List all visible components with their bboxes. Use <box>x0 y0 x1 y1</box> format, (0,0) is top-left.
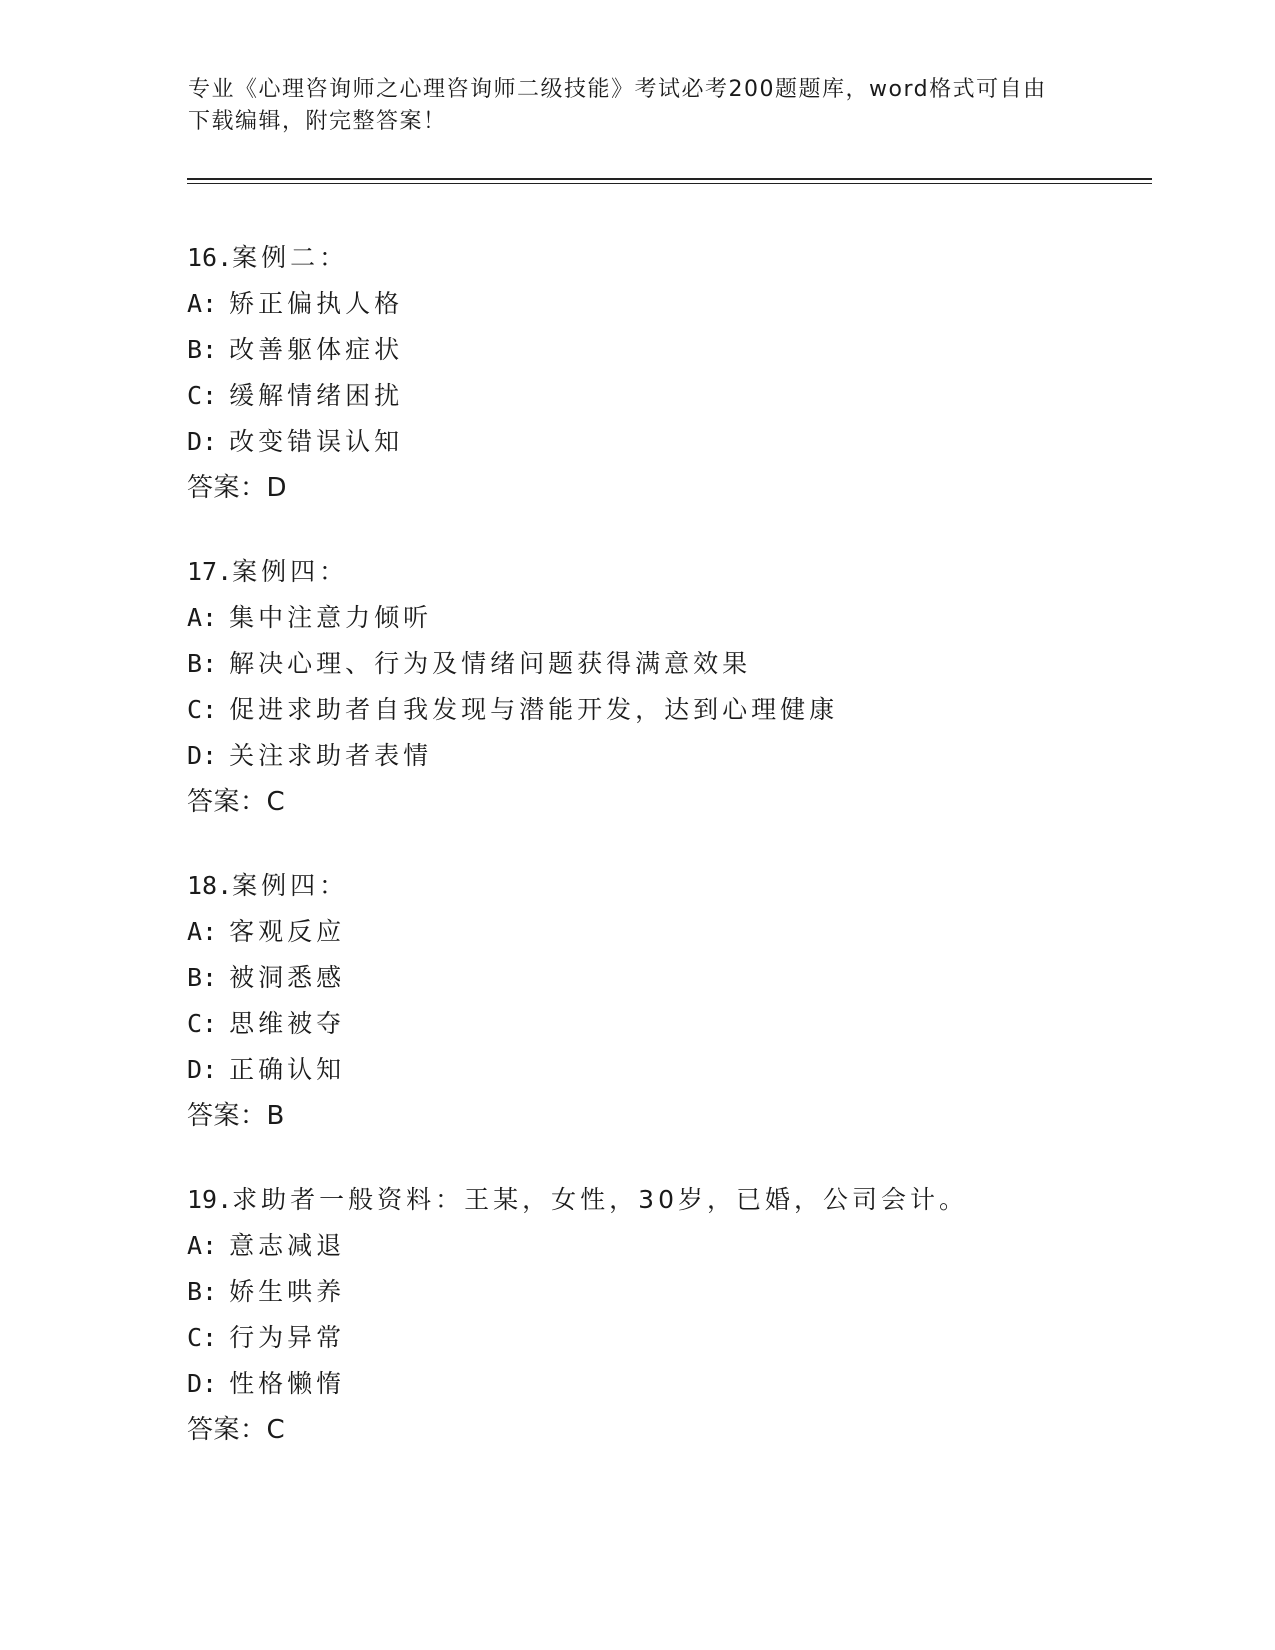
question-number: 17. <box>187 557 233 586</box>
option-text: 正确认知 <box>229 1055 346 1084</box>
option-letter: D: <box>187 1369 218 1398</box>
question-text: 案例二： <box>232 243 349 272</box>
option-b <box>187 1269 1147 1315</box>
option-text: 关注求助者表情 <box>229 741 433 770</box>
option-b <box>187 955 1147 1001</box>
question-text: 案例四： <box>232 557 349 586</box>
option-letter: D: <box>187 741 218 770</box>
option-c <box>187 1315 1147 1361</box>
option-text: 促进求助者自我发现与潜能开发，达到心理健康 <box>229 695 839 724</box>
answer-line <box>187 779 1147 825</box>
option-letter: B: <box>187 1277 218 1306</box>
option-a <box>187 1223 1147 1269</box>
option-letter: D: <box>187 1055 218 1084</box>
answer-label: 答案： <box>187 787 267 817</box>
question-number: 18. <box>187 871 233 900</box>
document-header: 专业《心理咨询师之心理咨询师二级技能》考试必考200题题库，word格式可自由下载编辑，附完整答案！ <box>188 77 1047 134</box>
option-text: 思维被夺 <box>229 1009 346 1038</box>
question-text: 案例四： <box>232 871 349 900</box>
option-text: 改善躯体症状 <box>229 335 404 364</box>
question-18 <box>187 863 1147 1139</box>
option-text: 矫正偏执人格 <box>229 289 404 318</box>
option-text: 被洞悉感 <box>229 963 346 992</box>
answer-value: C <box>266 787 286 817</box>
option-letter: D: <box>187 427 218 456</box>
option-text: 改变错误认知 <box>229 427 404 456</box>
answer-line <box>187 1407 1147 1453</box>
question-19 <box>187 1177 1147 1453</box>
option-letter: A: <box>187 603 218 632</box>
question-stem <box>187 549 1147 595</box>
option-letter: C: <box>187 381 218 410</box>
option-text: 集中注意力倾听 <box>229 603 433 632</box>
option-text: 缓解情绪困扰 <box>229 381 404 410</box>
option-letter: B: <box>187 963 218 992</box>
question-17 <box>187 549 1147 825</box>
option-d <box>187 733 1147 779</box>
header-rule-thick <box>187 178 1152 180</box>
option-text: 意志减退 <box>229 1231 346 1260</box>
option-letter: B: <box>187 335 218 364</box>
option-d <box>187 419 1147 465</box>
option-letter: C: <box>187 1323 218 1352</box>
header-rule-thin <box>187 183 1152 184</box>
option-b <box>187 641 1147 687</box>
question-number: 16. <box>187 243 233 272</box>
option-text: 解决心理、行为及情绪问题获得满意效果 <box>229 649 752 678</box>
question-stem <box>187 1177 1147 1223</box>
option-text: 性格懒惰 <box>229 1369 346 1398</box>
option-text: 行为异常 <box>229 1323 346 1352</box>
question-stem <box>187 235 1147 281</box>
option-letter: A: <box>187 289 218 318</box>
question-16 <box>187 235 1147 511</box>
answer-label: 答案： <box>187 1101 267 1131</box>
option-letter: C: <box>187 695 218 724</box>
answer-label: 答案： <box>187 473 267 503</box>
answer-line <box>187 1093 1147 1139</box>
question-stem <box>187 863 1147 909</box>
option-d <box>187 1047 1147 1093</box>
option-c <box>187 1001 1147 1047</box>
question-list <box>187 235 1147 1491</box>
question-text: 求助者一般资料：王某，女性，30岁，已婚，公司会计。 <box>232 1185 968 1214</box>
option-letter: B: <box>187 649 218 678</box>
option-c <box>187 687 1147 733</box>
option-c <box>187 373 1147 419</box>
option-a <box>187 281 1147 327</box>
question-number: 19. <box>187 1185 233 1214</box>
answer-value: B <box>266 1101 285 1131</box>
option-text: 娇生哄养 <box>229 1277 346 1306</box>
option-b <box>187 327 1147 373</box>
option-text: 客观反应 <box>229 917 346 946</box>
answer-line <box>187 465 1147 511</box>
option-a <box>187 909 1147 955</box>
option-letter: A: <box>187 917 218 946</box>
answer-label: 答案： <box>187 1415 267 1445</box>
option-letter: C: <box>187 1009 218 1038</box>
answer-value: C <box>266 1415 286 1445</box>
answer-value: D <box>266 473 288 503</box>
option-a <box>187 595 1147 641</box>
option-d <box>187 1361 1147 1407</box>
option-letter: A: <box>187 1231 218 1260</box>
